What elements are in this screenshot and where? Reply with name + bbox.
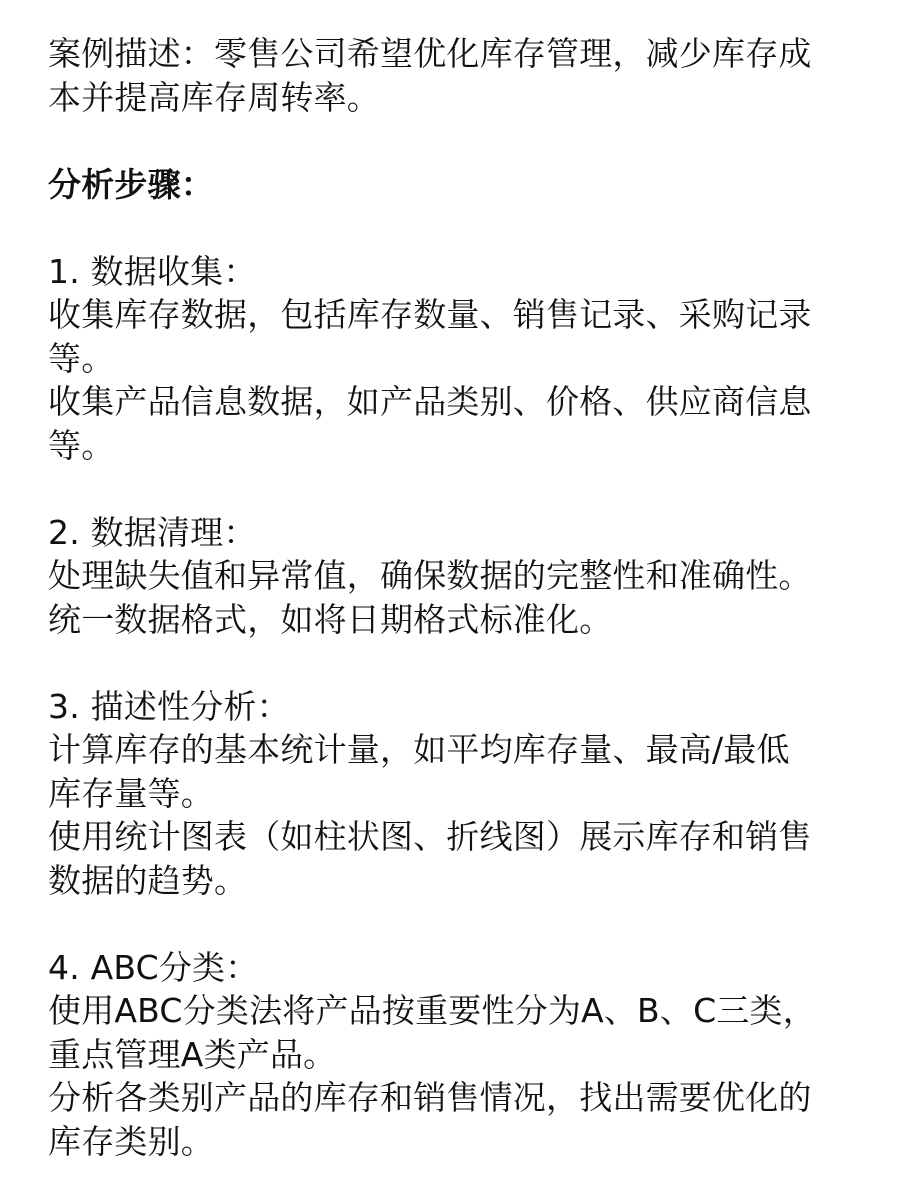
document-page: [48, 32, 866, 1163]
step-1-line: 等。: [48, 425, 115, 465]
step-3-line: 使用统计图表（如柱状图、折线图）展示库存和销售: [48, 817, 812, 856]
spacer: [48, 467, 866, 511]
case-description-line-1: 案例描述：零售公司希望优化库存管理，减少库存成: [48, 34, 812, 73]
step-1-line: 收集产品信息数据，如产品类别、价格、供应商信息: [48, 382, 812, 421]
step-3-line: 数据的趋势。: [48, 860, 248, 900]
step-4-title: 4. ABC分类：: [48, 947, 259, 987]
spacer: [48, 641, 866, 685]
spacer: [48, 206, 866, 250]
step-3-line: 计算库存的基本统计量，如平均库存量、最高/最低: [48, 730, 790, 769]
step-4-line: 库存类别。: [48, 1121, 214, 1161]
step-2-line: 统一数据格式，如将日期格式标准化。: [48, 599, 613, 639]
step-2-title: 2. 数据清理：: [48, 512, 257, 552]
step-4-line: 使用ABC分类法将产品按重要性分为A、B、C三类，: [48, 991, 816, 1030]
spacer: [48, 902, 866, 946]
step-2-line: 处理缺失值和异常值，确保数据的完整性和准确性。: [48, 556, 812, 595]
step-3-line: 库存量等。: [48, 773, 214, 813]
step-3-title: 3. 描述性分析：: [48, 686, 290, 726]
step-1-line: 收集库存数据，包括库存数量、销售记录、采购记录: [48, 295, 812, 334]
step-1-line: 等。: [48, 338, 115, 378]
step-4-line: 分析各类别产品的库存和销售情况，找出需要优化的: [48, 1078, 812, 1117]
spacer: [48, 119, 866, 163]
step-4-line: 重点管理A类产品。: [48, 1034, 337, 1074]
case-description-line-2: 本并提高库存周转率。: [48, 77, 380, 117]
step-1-title: 1. 数据收集：: [48, 251, 257, 291]
analysis-steps-heading: 分析步骤：: [48, 164, 214, 204]
